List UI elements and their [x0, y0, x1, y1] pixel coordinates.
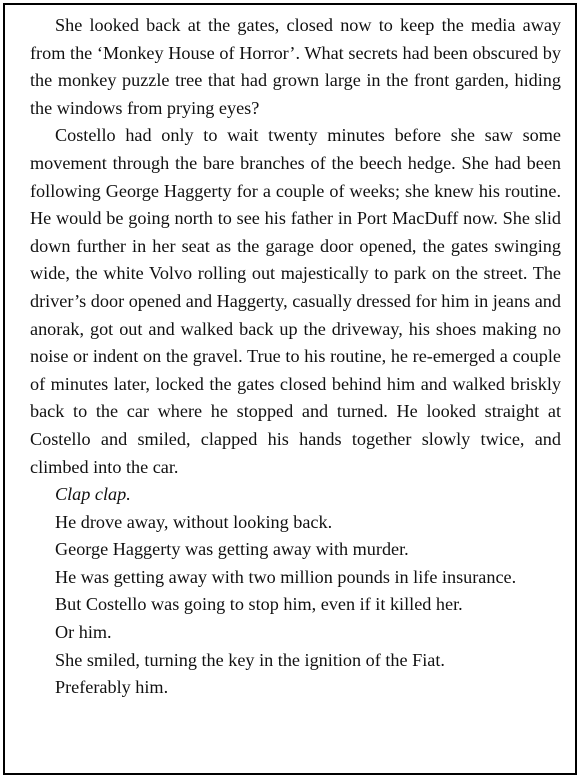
paragraph-haggerty: Costello had only to wait twenty minutes before she saw some movement through the bare branches of the beech hedge. She had been following George Haggerty for a couple of weeks; she knew his routine. He would be going north to see his father in Port MacDuff now. She slid down further in her seat as the garage door opened, the gates swinging wide, the white Volvo rolling out majestically to park on the street. The driver’s door opened and Haggerty, casually dressed for him in jeans and anorak, got out and walked back up the driveway, his shoes making no noise or indent on the gravel. True to his routine, he re-emerged a couple of minutes later, locked the gates closed behind him and walked briskly back to the car where he stopped and turned. He looked straight at Costello and smiled, clapped his hands together slowly twice, and climbed into the car. [30, 125, 561, 477]
line-or-him: Or him. [55, 622, 112, 643]
page-text [30, 12, 561, 702]
line-drove-away: He drove away, without looking back. [55, 511, 333, 532]
line-ignition: She smiled, turning the key in the ignition of the Fiat. [55, 649, 445, 670]
line-clap-clap: Clap clap. [55, 484, 131, 505]
line-preferably-him: Preferably him. [55, 677, 169, 698]
line-getting-away-murder: George Haggerty was getting away with murder. [55, 539, 409, 560]
paragraph-gates: She looked back at the gates, closed now to keep the media away from the ‘Monkey House of Horror’. What secrets had been obscured by the monkey puzzle tree that had grown large in the front garden, hiding the windows from prying eyes? [30, 15, 561, 118]
book-page [3, 3, 577, 775]
line-stop-him: But Costello was going to stop him, even if it killed her. [55, 594, 463, 615]
line-life-insurance: He was getting away with two million pounds in life insurance. [55, 566, 517, 587]
